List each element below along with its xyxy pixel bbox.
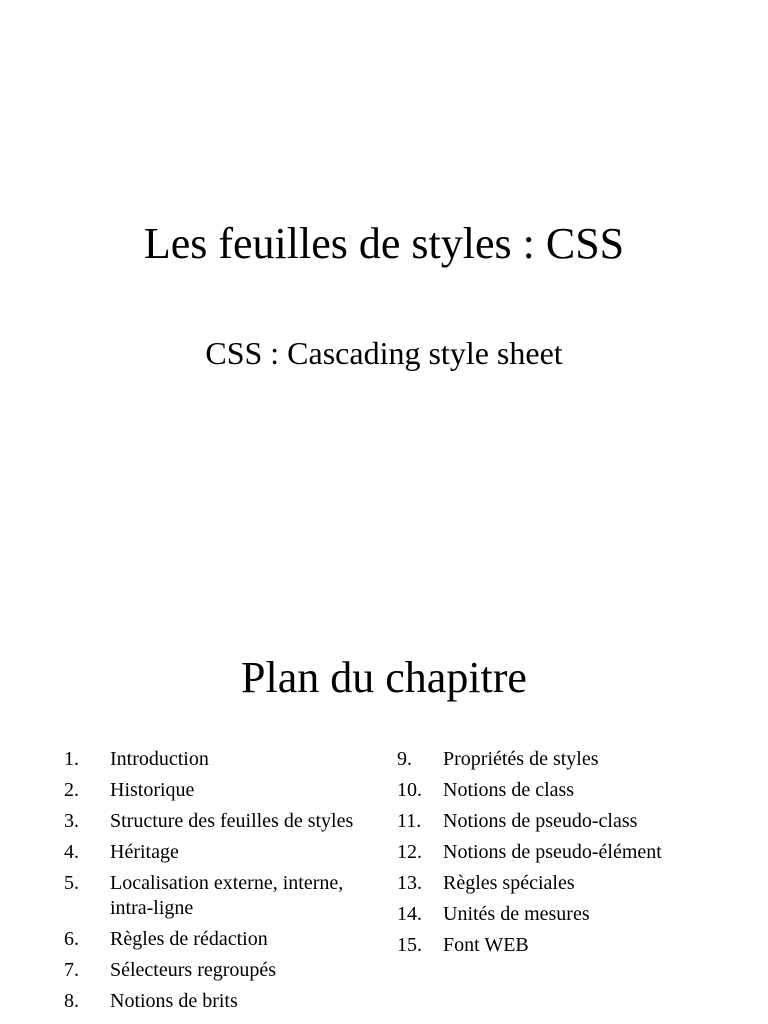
plan-item-label: Structure des feuilles de styles bbox=[110, 810, 354, 832]
plan-item-number: 5. bbox=[64, 872, 79, 894]
plan-item-number: 11. bbox=[397, 810, 422, 832]
plan-item-number: 12. bbox=[397, 841, 422, 863]
plan-item bbox=[397, 933, 717, 958]
plan-item-number: 2. bbox=[64, 779, 79, 801]
plan-title: Plan du chapitre bbox=[241, 653, 527, 702]
plan-item-label: Propriétés de styles bbox=[443, 748, 599, 770]
plan-item-label: Notions de pseudo-class bbox=[443, 810, 638, 832]
plan-item bbox=[64, 809, 374, 834]
plan-item-number: 14. bbox=[397, 903, 422, 925]
slide-subtitle: CSS : Cascading style sheet bbox=[205, 335, 563, 371]
plan-item bbox=[397, 778, 717, 803]
plan-item-label: Historique bbox=[110, 779, 195, 801]
plan-item-label: Font WEB bbox=[443, 934, 529, 956]
plan-item bbox=[64, 778, 374, 803]
plan-item-number: 7. bbox=[64, 959, 79, 981]
plan-item bbox=[397, 840, 717, 865]
plan-item-label: Notions de brits bbox=[110, 990, 238, 1012]
plan-item-label: Notions de pseudo-élément bbox=[443, 841, 662, 863]
plan-item bbox=[397, 747, 717, 772]
plan-item bbox=[64, 927, 374, 952]
plan-item bbox=[64, 989, 374, 1014]
plan-item-label: Localisation externe, interne, intra-ligne bbox=[110, 872, 344, 919]
plan-item-number: 10. bbox=[397, 779, 422, 801]
slide-title: Les feuilles de styles : CSS bbox=[143, 219, 625, 268]
plan-item-number: 4. bbox=[64, 841, 79, 863]
plan-list-left bbox=[64, 747, 374, 1020]
plan-item bbox=[397, 809, 717, 834]
plan-item bbox=[397, 902, 717, 927]
plan-item-number: 3. bbox=[64, 810, 79, 832]
plan-item-label: Unités de mesures bbox=[443, 903, 590, 925]
plan-item bbox=[64, 958, 374, 983]
plan-item-label: Introduction bbox=[110, 748, 209, 770]
plan-item bbox=[64, 747, 374, 772]
plan-item-number: 1. bbox=[64, 748, 79, 770]
plan-item-label: Règles de rédaction bbox=[110, 928, 268, 950]
plan-item bbox=[64, 840, 374, 865]
plan-item bbox=[397, 871, 717, 896]
plan-list-right bbox=[397, 747, 717, 964]
plan-item-number: 15. bbox=[397, 934, 422, 956]
plan-item-number: 6. bbox=[64, 928, 79, 950]
plan-item-label: Sélecteurs regroupés bbox=[110, 959, 277, 981]
plan-item-label: Héritage bbox=[110, 841, 179, 863]
plan-item-number: 8. bbox=[64, 990, 79, 1012]
plan-item-number: 13. bbox=[397, 872, 422, 894]
plan-item-label: Notions de class bbox=[443, 779, 575, 801]
plan-item-label: Règles spéciales bbox=[443, 872, 575, 894]
plan-item bbox=[64, 871, 374, 921]
plan-item-number: 9. bbox=[397, 748, 412, 770]
